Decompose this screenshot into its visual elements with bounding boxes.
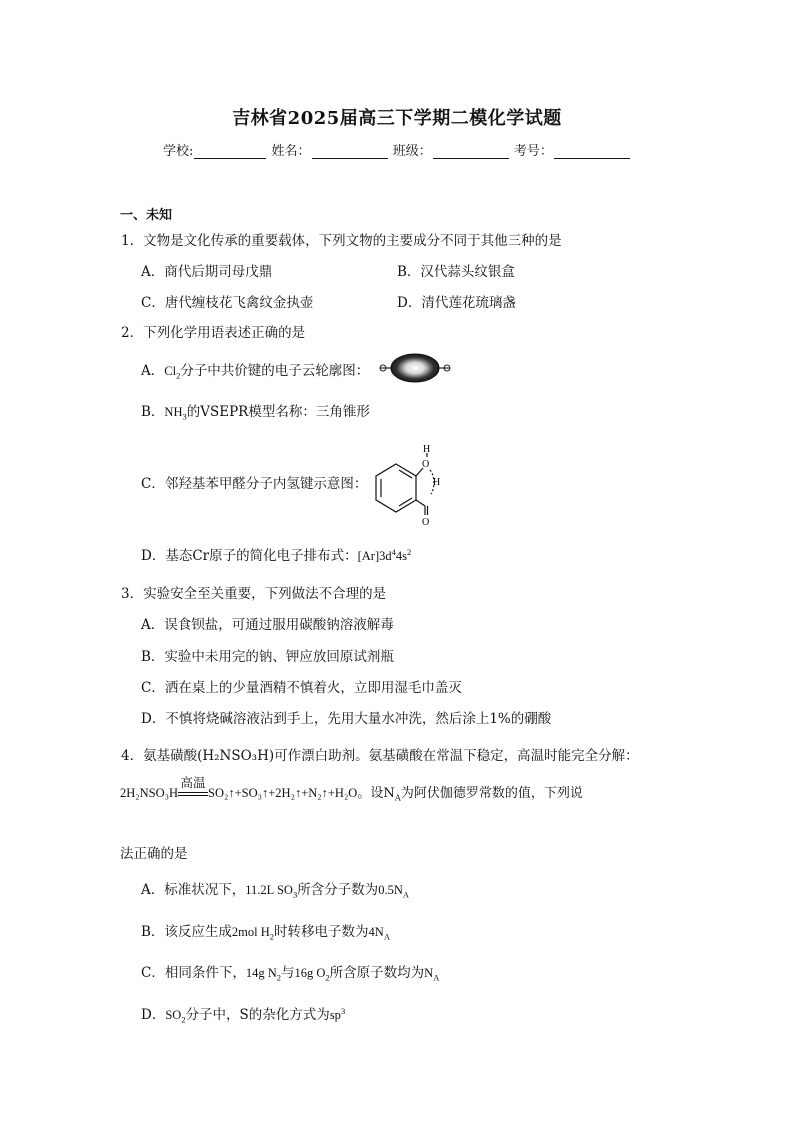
electron-cloud-icon	[380, 351, 452, 385]
q4-option-a[interactable]: A．标准状况下，11.2L $SO_3$所含分子数为$0.5N_A$	[141, 882, 409, 900]
q4-option-b[interactable]: B．该反应生成2mol $H_2$时转移电子数为$4N_A$	[141, 924, 390, 942]
o-atom-label: O	[422, 459, 430, 470]
q3-option-d[interactable]: D．不慎将烧碱溶液沾到手上，先用大量水冲洗，然后涂上1%的硼酸	[141, 711, 552, 727]
section-title: 一、未知	[120, 208, 173, 223]
option-a-prefix: A．	[141, 363, 165, 379]
question-3-stem: 3．实验安全至关重要，下列做法不合理的是	[121, 586, 387, 602]
decomposition-equation	[120, 775, 583, 804]
q2-option-c[interactable]: C．邻羟基苯甲醛分子内氢键示意图：	[141, 476, 368, 492]
class-field[interactable]	[433, 144, 509, 159]
h-atom-label: H	[423, 444, 431, 455]
option-a-text: 分子中共价键的电子云轮廓图：	[180, 363, 370, 379]
q1-option-c[interactable]: C．唐代缠枝花飞禽纹金执壶	[141, 295, 314, 311]
option-b-text: 的VSEPR模型名称：三角锥形	[186, 404, 370, 420]
option-d-text: D．基态Cr原子的简化电子排布式：	[141, 548, 358, 564]
student-info-line	[163, 140, 631, 159]
name-field[interactable]	[312, 144, 388, 159]
reaction-condition: 高温	[180, 775, 206, 790]
equation-rhs: SO₂↑+SO₃↑+2H₂↑+N₂↑+H₂O	[208, 786, 358, 800]
q3-option-b[interactable]: B．实验中未用完的钠、钾应放回原试剂瓶	[141, 649, 394, 665]
reaction-arrow	[178, 775, 208, 801]
school-label: 学校:	[163, 144, 194, 159]
question-1-stem: 1．文物是文化传承的重要载体，下列文物的主要成分不同于其他三种的是	[121, 233, 562, 249]
school-field[interactable]	[194, 144, 266, 159]
q1-option-a[interactable]: A．商代后期司母戊鼎	[141, 264, 273, 280]
question-2-stem: 2．下列化学用语表述正确的是	[121, 325, 306, 341]
q3-option-c[interactable]: C．洒在桌上的少量酒精不慎着火，立即用湿毛巾盖灭	[141, 680, 462, 696]
q4-option-d[interactable]: D．$SO_2$分子中，S的杂化方式为$sp^3$	[141, 1005, 346, 1025]
option-b-prefix: B．	[141, 404, 165, 420]
exam-no-field[interactable]	[554, 144, 630, 159]
q2-option-b[interactable]	[141, 400, 370, 422]
q4-option-c[interactable]: C．相同条件下，14g $N_2$与16g $O_2$所含原子数均为$N_A$	[141, 965, 440, 983]
exam-title: 吉林省2025届高三下学期二模化学试题	[232, 108, 562, 129]
q1-option-b[interactable]: B．汉代蒜头纹银盒	[397, 264, 515, 280]
q2-option-a[interactable]	[141, 359, 369, 381]
q2-option-d[interactable]	[141, 544, 411, 564]
class-label: 班级：	[392, 144, 432, 159]
carbonyl-o-label: O	[422, 517, 430, 528]
name-label: 姓名：	[271, 144, 311, 159]
cl2-formula: $Cl_2$	[164, 364, 181, 381]
h-bond-atom-label: H	[433, 477, 441, 488]
salicylaldehyde-structure-icon	[372, 440, 452, 528]
question-4-stem: 4．氨基磺酸(H₂NSO₃H)可作漂白助剂。氨基磺酸在常温下稳定，高温时能完全分解：	[121, 748, 639, 764]
equation-tail: 。设$N_A$为阿伏伽德罗常数的值，下列说	[357, 786, 583, 804]
q3-option-a[interactable]: A．误食钡盐，可通过服用碳酸钠溶液解毒	[141, 617, 394, 633]
question-4-stem-cont: 法正确的是	[120, 846, 188, 862]
cr-config-formula: $[Ar]3d^44s^2$	[357, 546, 412, 563]
nh3-formula: $NH_3$	[164, 405, 187, 422]
exam-no-label: 考号：	[513, 144, 553, 159]
q1-option-d[interactable]: D．清代莲花琉璃盏	[397, 295, 516, 311]
equation-lhs: 2H₂NSO₃H	[120, 786, 179, 800]
